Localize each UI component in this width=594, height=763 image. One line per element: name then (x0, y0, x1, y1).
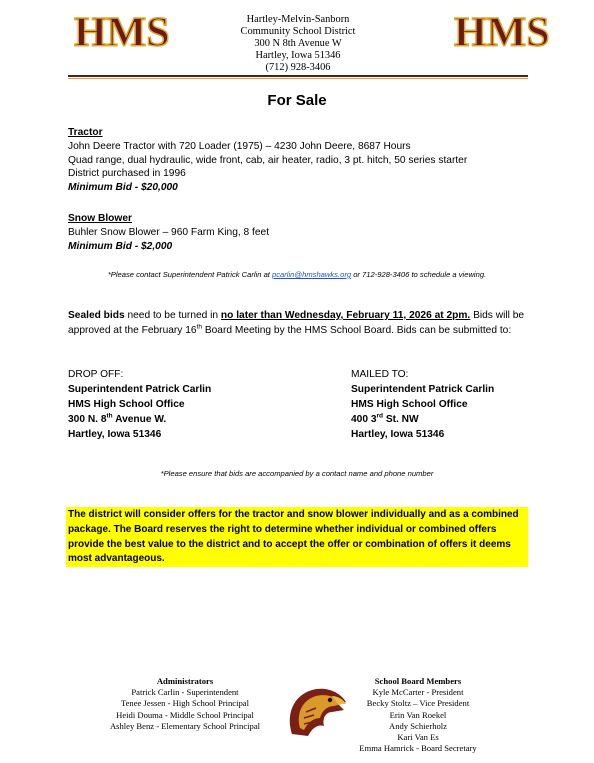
tractor-description: John Deere Tractor with 720 Loader (1975) – 4230 John Deere, 8687 Hours (68, 140, 411, 152)
district-name: Hartley-Melvin-Sanborn (246, 14, 350, 25)
logo-letters-right: HMS (454, 10, 550, 56)
dropoff-city: Hartley, Iowa 51346 (68, 429, 162, 440)
ensure-note: *Please ensure that bids are accompanied by a contact name and phone number (160, 469, 434, 478)
mailed-office: HMS High School Office (351, 399, 468, 410)
dropoff-office: HMS High School Office (68, 399, 185, 410)
mailed-street-b: St. NW (383, 414, 419, 425)
district-phone: (712) 928-3406 (265, 62, 331, 73)
district-subtitle: Community School District (240, 26, 356, 37)
bids-text-2: Bids will be approved at the February 16 (68, 310, 525, 336)
administrators-heading: Administrators (156, 676, 214, 686)
mailed-street (351, 412, 494, 427)
snowblower-description: Buhler Snow Blower – 960 Farm King, 8 feet (68, 226, 270, 238)
dropoff-street-b: Avenue W. (112, 414, 167, 425)
sealed-bids-label: Sealed bids (68, 310, 125, 321)
contact-note-phone: or 712-928-3406 to schedule a viewing. (351, 270, 487, 279)
tractor-features: Quad range, dual hydraulic, wide front, cab, air heater, radio, 3 pt. hitch, 50 series starter (68, 154, 468, 166)
mailed-street-a: 400 3 (351, 414, 377, 425)
bids-sup: th (196, 323, 202, 331)
snowblower-minimum-bid: Minimum Bid - $2,000 (68, 240, 173, 252)
board-member-item: Becky Stoltz – Vice President (366, 698, 470, 709)
board-member-item: Erin Van Roekel (389, 709, 447, 720)
snowblower-section (68, 212, 538, 253)
hms-logo-left (72, 6, 170, 66)
administrators-list (92, 676, 278, 732)
mailed-label: MAILED TO: (351, 369, 409, 380)
dropoff-name: Superintendent Patrick Carlin (68, 384, 212, 395)
tractor-heading: Tractor (68, 127, 103, 138)
board-members-list (338, 676, 498, 754)
consider-offers-notice: The district will consider offers for the tractor and snow blower individually and as a combined package. The Board reserves the right to determine whether individual or combined offers provide the best value to the district and to accept the offer or combination of offers it deems most advantageous. (66, 507, 528, 567)
tractor-minimum-bid: Minimum Bid - $20,000 (68, 182, 178, 194)
board-heading: School Board Members (374, 676, 462, 686)
board-member-item: Kyle McCarter - President (372, 687, 464, 698)
administrator-item: Tenee Jessen - High School Principal (120, 698, 250, 709)
bids-text-3: Board Meeting by the HMS School Board. Bids can be submitted to: (201, 324, 512, 336)
tractor-section (68, 126, 538, 195)
board-member-item: Andy Schierholz (389, 720, 447, 731)
contact-email-link[interactable]: pcarlin@hmshawks.org (272, 270, 352, 279)
contact-note-text: *Please contact Superintendent Patrick Carlin at (107, 270, 273, 279)
board-member-item: Emma Hamrick - Board Secretary (359, 743, 477, 754)
hms-logo-right (452, 6, 550, 66)
tractor-purchase-year: District purchased in 1996 (68, 168, 186, 180)
dropoff-street-sup: th (106, 412, 113, 420)
logo-letters-left: HMS (74, 10, 170, 56)
mailed-city: Hartley, Iowa 51346 (351, 429, 445, 440)
board-member-item: Kari Van Es (397, 732, 439, 743)
bids-paragraph (68, 309, 530, 339)
mailed-street-sup: rd (376, 412, 383, 420)
header-rule-maroon (68, 75, 528, 77)
dropoff-label: DROP OFF: (68, 369, 124, 380)
dropoff-address (68, 367, 211, 442)
mailed-name: Superintendent Patrick Carlin (351, 384, 495, 395)
administrator-item: Patrick Carlin - Superintendent (131, 687, 239, 698)
district-address (186, 14, 410, 74)
administrator-item: Ashley Benz - Elementary School Principal (109, 720, 261, 731)
dropoff-street-a: 300 N. 8 (68, 414, 107, 425)
mailed-address (351, 367, 494, 442)
contact-note (0, 270, 594, 279)
page-title: For Sale (267, 92, 327, 109)
dropoff-street (68, 412, 211, 427)
district-street: 300 N 8th Avenue W (254, 38, 342, 49)
header-rule-gold (68, 78, 528, 79)
administrator-item: Heidi Douma - Middle School Principal (116, 709, 254, 720)
district-city: Hartley, Iowa 51346 (255, 50, 341, 61)
bid-deadline: no later than Wednesday, February 11, 2026 at 2pm. (220, 310, 471, 321)
bids-text-1: need to be turned in (124, 310, 221, 321)
snowblower-heading: Snow Blower (68, 213, 132, 224)
